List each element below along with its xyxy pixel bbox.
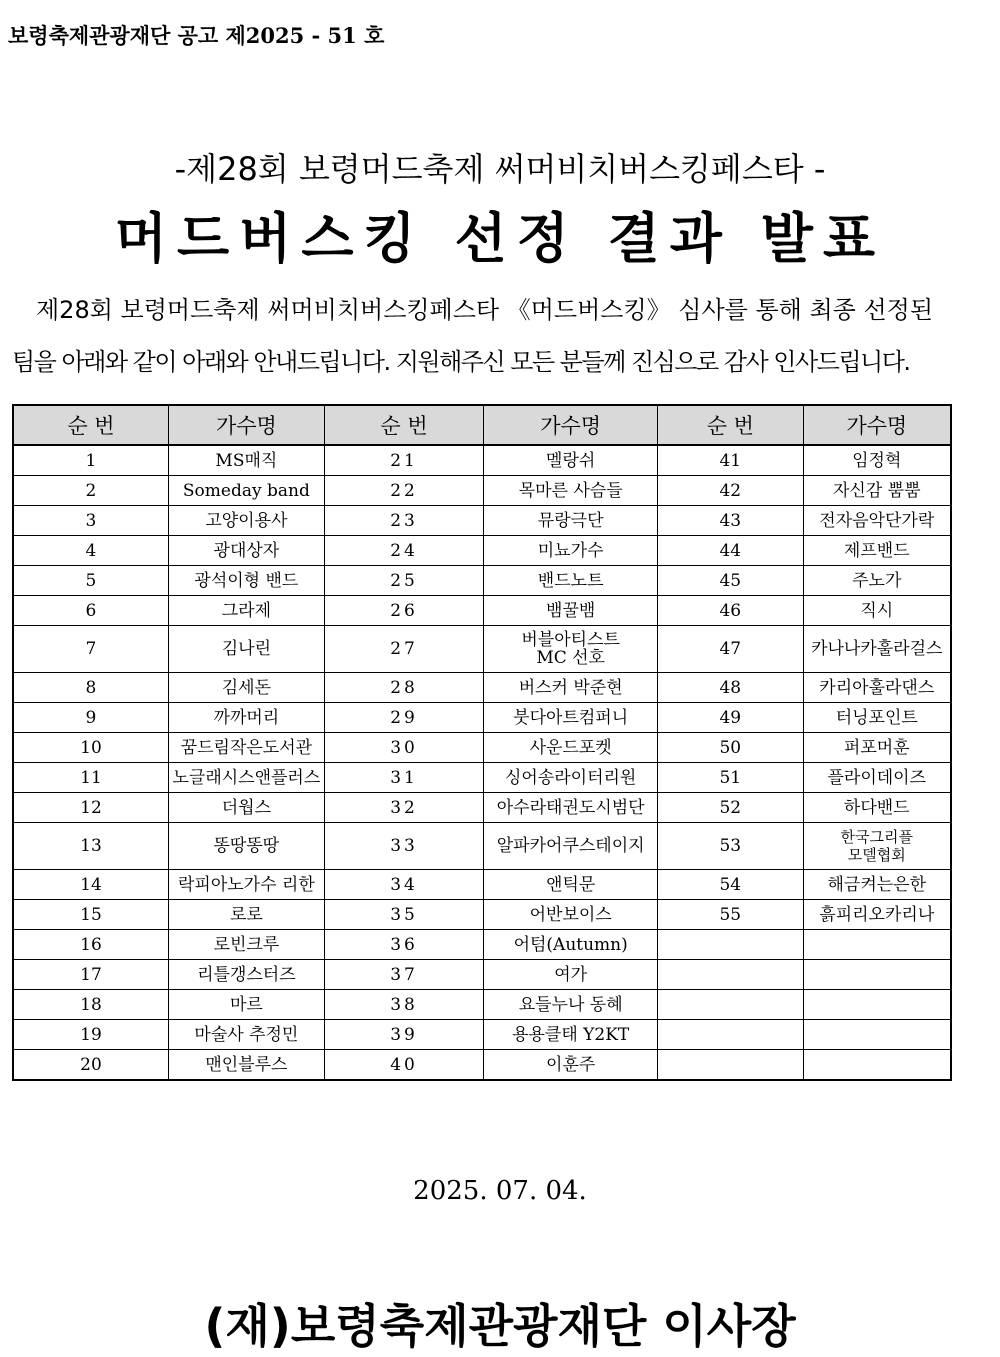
cell-text: 마르 [229,994,263,1015]
cell-number-1 [13,900,168,930]
cell-text: 광석이형 밴드 [194,570,299,591]
cell-text: 카나나카훌라걸스 [811,639,943,659]
cell-artist-3 [803,673,951,703]
cell-number-3 [658,703,803,733]
cell-number-3 [658,566,803,596]
cell-text: 멜랑쉬 [546,450,596,471]
cell-text: 16 [80,934,102,955]
cell-text: 마술사 추정민 [194,1024,299,1045]
cell-text: 노글래시스앤플러스 [172,767,321,788]
cell-text: 6 [85,600,97,621]
cell-text: 앤틱문 [546,874,596,895]
cell-artist-2 [484,930,658,960]
cell-text: 8 [85,677,97,698]
cell-artist-1 [168,733,324,763]
cell-artist-3 [803,900,951,930]
cell-text: 24 [390,540,418,561]
cell-number-2 [324,823,483,870]
cell-artist-2 [484,626,658,673]
cell-artist-2 [484,566,658,596]
cell-text: 26 [390,600,418,621]
cell-text: 31 [390,767,418,788]
cell-artist-1 [168,673,324,703]
cell-text: 자신감 뿜뿜 [833,480,921,501]
cell-text: 1 [85,450,97,471]
table-row [13,960,951,990]
cell-text: 9 [85,707,97,728]
cell-number-3 [658,823,803,870]
cell-text: 여가 [554,964,588,985]
cell-artist-1 [168,1050,324,1081]
cell-text: 로빈크루 [213,934,280,955]
cell-artist-3 [803,1020,951,1050]
cell-artist-2 [484,733,658,763]
cell-number-2 [324,445,483,476]
table-row [13,793,951,823]
cell-text: 밴드노트 [537,570,604,591]
cell-text: 28 [390,677,418,698]
table-row [13,870,951,900]
cell-number-2 [324,1020,483,1050]
cell-artist-3 [803,990,951,1020]
table-row [13,1050,951,1081]
cell-artist-1 [168,823,324,870]
cell-text: 까까머리 [213,707,280,728]
cell-artist-2 [484,1050,658,1081]
cell-number-1 [13,1050,168,1081]
cell-artist-1 [168,990,324,1020]
cell-text: 20 [80,1054,102,1075]
table-row [13,673,951,703]
cell-artist-3 [803,703,951,733]
table-header-row [13,405,951,445]
cell-number-1 [13,596,168,626]
cell-number-3 [658,536,803,566]
cell-number-3 [658,673,803,703]
cell-text: 22 [390,480,418,501]
cell-text: 39 [390,1024,418,1045]
cell-text: 2 [85,480,97,501]
cell-number-2 [324,476,483,506]
cell-text: 3 [85,510,97,531]
cell-text: 43 [719,510,742,531]
cell-artist-2 [484,476,658,506]
table-row [13,506,951,536]
cell-artist-2 [484,596,658,626]
cell-artist-2 [484,823,658,870]
cell-artist-3 [803,445,951,476]
cell-text: 50 [719,737,742,758]
cell-text: 한국그리플 [840,828,913,846]
cell-text: 21 [390,450,418,471]
table-row [13,900,951,930]
cell-text: 52 [719,797,742,818]
cell-text: 이훈주 [546,1054,596,1075]
cell-number-2 [324,763,483,793]
cell-text: MC 선호 [536,648,605,668]
cell-artist-1 [168,566,324,596]
cell-text: 4 [85,540,97,561]
cell-text: 사운드포켓 [529,737,612,758]
cell-artist-3 [803,506,951,536]
cell-text: 어반보이스 [529,904,612,925]
cell-artist-3 [803,930,951,960]
cell-text: 맨인블루스 [205,1054,288,1075]
cell-text: 버블아티스트 [521,630,620,650]
cell-number-3 [658,1020,803,1050]
cell-text: 해금켜는은한 [827,874,927,895]
cell-number-3 [658,596,803,626]
cell-artist-3 [803,536,951,566]
cell-text: 플라이데이즈 [827,767,927,788]
cell-text: 터닝포인트 [835,707,918,728]
cell-text: 어텀(Autumn) [513,934,628,955]
cell-text: 전자음악단가락 [819,510,935,531]
table-row [13,823,951,870]
cell-text: 34 [390,874,418,895]
cell-text: 알파카어쿠스테이지 [496,836,645,856]
cell-number-1 [13,733,168,763]
cell-number-1 [13,763,168,793]
cell-number-1 [13,990,168,1020]
cell-text: 44 [719,540,742,561]
table-row [13,445,951,476]
cell-number-1 [13,703,168,733]
cell-text: 똥땅똥땅 [213,836,280,856]
cell-number-2 [324,596,483,626]
cell-artist-1 [168,596,324,626]
cell-text: 하다밴드 [843,797,910,818]
cell-number-2 [324,960,483,990]
cell-text: 41 [719,450,742,471]
cell-number-3 [658,476,803,506]
cell-text: 버스커 박준현 [518,677,623,698]
cell-text: 23 [390,510,418,531]
cell-text: 27 [390,639,418,659]
cell-artist-2 [484,763,658,793]
cell-artist-1 [168,506,324,536]
header-artist-1: 가수명 [168,405,324,445]
cell-number-3 [658,900,803,930]
header-artist-2: 가수명 [484,405,658,445]
cell-text: 54 [719,874,742,895]
cell-artist-1 [168,1020,324,1050]
table-row [13,536,951,566]
issuer-name: (재)보령축제관광재단 이사장 [204,1299,796,1353]
cell-text: 30 [390,737,418,758]
cell-text: 고양이용사 [205,510,288,531]
cell-artist-1 [168,703,324,733]
cell-artist-1 [168,793,324,823]
cell-text: 미뇨가수 [537,540,604,561]
cell-artist-2 [484,673,658,703]
cell-text: 직시 [860,600,894,621]
cell-text: 더웝스 [221,797,272,818]
table-row [13,733,951,763]
cell-number-1 [13,445,168,476]
cell-text: 카리아훌라댄스 [819,677,935,698]
cell-number-1 [13,566,168,596]
cell-artist-1 [168,763,324,793]
header-number-1: 순 번 [13,405,168,445]
cell-artist-1 [168,870,324,900]
cell-text: Someday band [182,480,310,501]
cell-text: 45 [719,570,742,591]
cell-text: 김나린 [221,639,272,659]
cell-artist-1 [168,930,324,960]
header-artist-3: 가수명 [803,405,951,445]
cell-text: 주노가 [852,570,902,591]
cell-text: 14 [80,874,102,895]
cell-number-2 [324,900,483,930]
cell-text: 모델협회 [847,846,906,864]
cell-text: 18 [80,994,102,1015]
table-row [13,626,951,673]
cell-number-1 [13,536,168,566]
cell-artist-2 [484,536,658,566]
announcement-date: 2025. 07. 04. [413,1176,587,1206]
cell-text: 17 [80,964,102,985]
cell-number-1 [13,823,168,870]
cell-number-3 [658,445,803,476]
table-row [13,930,951,960]
cell-number-1 [13,930,168,960]
cell-text: 요들누나 동혜 [518,994,623,1015]
notice-number: 보령축제관광재단 공고 제2025 - 51 호 [8,23,385,48]
cell-text: 뱀꿀뱀 [546,600,596,621]
cell-text: 7 [85,639,97,659]
cell-text: 광대상자 [213,540,280,561]
table-row [13,990,951,1020]
cell-text: 19 [80,1024,102,1045]
cell-text: 38 [390,994,418,1015]
cell-artist-2 [484,960,658,990]
cell-text: 목마른 사슴들 [518,480,623,501]
cell-artist-2 [484,506,658,536]
cell-number-1 [13,673,168,703]
cell-artist-3 [803,763,951,793]
cell-text: 49 [719,707,742,728]
intro-text-line-2: 팀을 아래와 같이 아래와 안내드립니다. 지원해주신 모든 분들께 진심으로 감사 인사드립니다. [12,348,910,376]
cell-artist-3 [803,960,951,990]
cell-artist-1 [168,626,324,673]
cell-artist-3 [803,596,951,626]
cell-artist-1 [168,960,324,990]
cell-text: 47 [719,639,742,659]
cell-number-2 [324,566,483,596]
table-row [13,763,951,793]
cell-number-2 [324,626,483,673]
cell-number-3 [658,626,803,673]
cell-artist-3 [803,823,951,870]
cell-text: 46 [719,600,742,621]
cell-text: 뮤랑극단 [537,510,604,531]
cell-number-3 [658,870,803,900]
cell-text: 36 [390,934,418,955]
cell-text: 아수라태권도시범단 [496,797,645,818]
cell-text: 51 [719,767,742,788]
cell-text: 10 [80,737,102,758]
page-title: 머드버스킹 선정 결과 발표 [114,207,886,270]
cell-text: 25 [390,570,418,591]
cell-number-2 [324,536,483,566]
cell-number-3 [658,733,803,763]
cell-text: 붓다아트컴퍼니 [513,707,629,728]
cell-number-2 [324,870,483,900]
cell-text: 흙피리오카리나 [819,904,935,925]
cell-text: 35 [390,904,418,925]
cell-artist-3 [803,870,951,900]
cell-artist-2 [484,445,658,476]
cell-artist-2 [484,900,658,930]
cell-artist-3 [803,626,951,673]
cell-number-2 [324,1050,483,1081]
cell-text: 11 [80,767,102,788]
cell-number-1 [13,506,168,536]
cell-number-2 [324,990,483,1020]
cell-artist-2 [484,793,658,823]
cell-artist-3 [803,733,951,763]
cell-text: 55 [719,904,742,925]
cell-text: 김세돈 [221,677,272,698]
cell-number-3 [658,506,803,536]
cell-number-3 [658,960,803,990]
cell-artist-1 [168,476,324,506]
cell-number-2 [324,673,483,703]
cell-text: 33 [390,836,418,856]
intro-text-line-1: 제28회 보령머드축제 써머비치버스킹페스타 《머드버스킹》 심사를 통해 최종 선정된 [36,296,934,324]
cell-number-2 [324,703,483,733]
cell-text: 5 [85,570,97,591]
cell-text: 임정혁 [852,450,902,471]
cell-artist-1 [168,536,324,566]
cell-number-2 [324,793,483,823]
cell-number-2 [324,506,483,536]
cell-artist-2 [484,1020,658,1050]
cell-text: 용용클태 Y2KT [512,1024,630,1045]
cell-number-1 [13,870,168,900]
cell-text: 32 [390,797,418,818]
cell-artist-1 [168,900,324,930]
cell-text: 락피아노가수 리한 [177,874,315,895]
cell-number-1 [13,1020,168,1050]
cell-text: 12 [80,797,102,818]
cell-artist-1 [168,445,324,476]
cell-text: 13 [80,836,102,856]
table-row [13,703,951,733]
cell-text: 꿈드림작은도서관 [180,737,313,758]
selection-results-table [12,404,952,1081]
cell-number-1 [13,476,168,506]
cell-text: 37 [390,964,418,985]
event-subtitle: -제28회 보령머드축제 써머비치버스킹페스타 - [174,150,826,188]
table-row [13,476,951,506]
table-row [13,566,951,596]
cell-text: 그라제 [221,600,272,621]
cell-number-3 [658,793,803,823]
cell-number-1 [13,960,168,990]
cell-artist-3 [803,793,951,823]
cell-text: 15 [80,904,102,925]
cell-text: 퍼포머훈 [843,737,910,758]
cell-text: 싱어송라이터리원 [504,767,637,788]
cell-text: 42 [719,480,742,501]
cell-text: 제프밴드 [843,540,910,561]
cell-artist-2 [484,870,658,900]
cell-number-3 [658,990,803,1020]
cell-artist-3 [803,1050,951,1081]
cell-number-2 [324,930,483,960]
cell-text: 53 [719,836,742,856]
cell-number-1 [13,793,168,823]
cell-number-2 [324,733,483,763]
table-row [13,1020,951,1050]
cell-text: 48 [719,677,742,698]
cell-text: 로로 [229,904,263,925]
cell-number-1 [13,626,168,673]
header-number-3: 순 번 [658,405,803,445]
cell-number-3 [658,763,803,793]
cell-artist-2 [484,703,658,733]
cell-text: 40 [390,1054,418,1075]
cell-number-3 [658,930,803,960]
cell-text: 29 [390,707,418,728]
cell-artist-2 [484,990,658,1020]
table-row [13,596,951,626]
cell-artist-3 [803,476,951,506]
header-number-2: 순 번 [324,405,483,445]
cell-text: 리틀갱스터즈 [197,964,296,985]
cell-number-3 [658,1050,803,1081]
cell-artist-3 [803,566,951,596]
cell-text: MS매직 [215,450,278,471]
